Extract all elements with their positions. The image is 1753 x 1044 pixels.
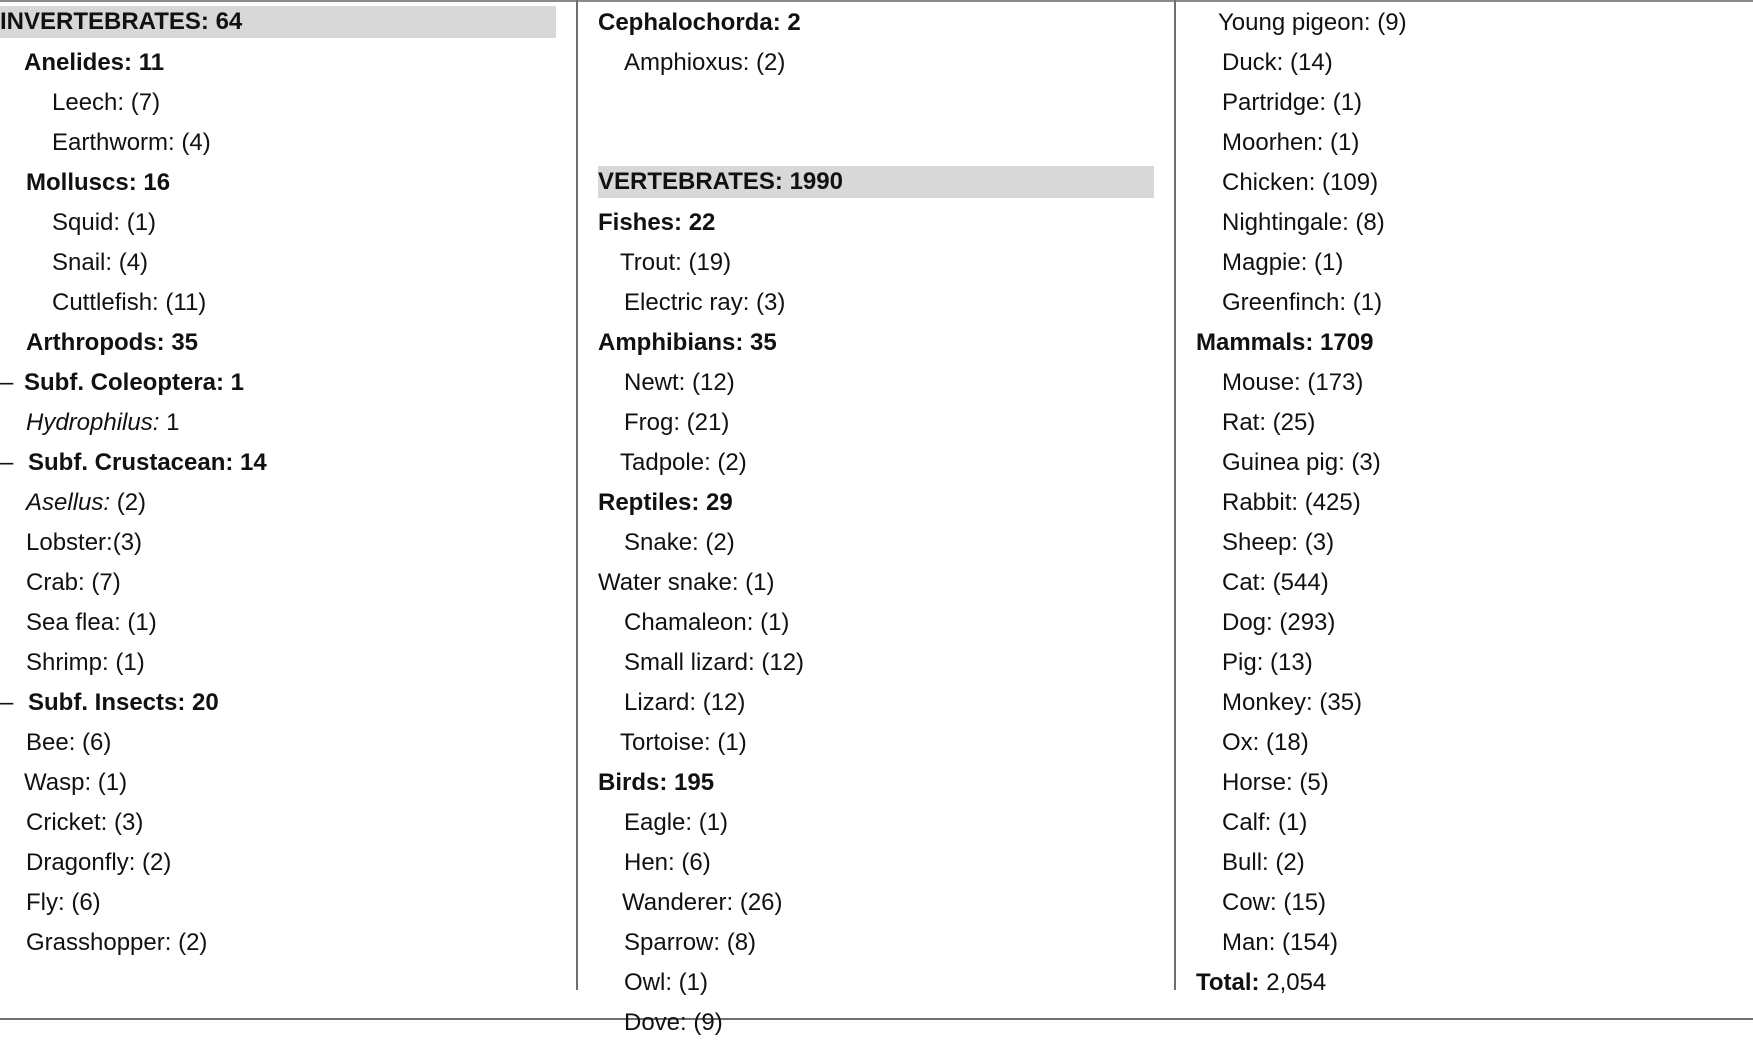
row-text: Young pigeon: (9) xyxy=(1218,9,1407,36)
row-text: Subf. Crustacean: 14 xyxy=(28,449,267,476)
list-item xyxy=(1196,2,1736,42)
list-item xyxy=(598,682,1154,722)
list-item xyxy=(0,82,556,122)
list-item xyxy=(1196,722,1736,762)
row-text: VERTEBRATES: 1990 xyxy=(598,168,843,195)
list-item xyxy=(598,962,1154,1002)
total-row xyxy=(1196,962,1736,1002)
group-heading xyxy=(0,322,556,362)
spacer xyxy=(598,82,1154,162)
row-text: Bull: (2) xyxy=(1222,849,1305,876)
list-item xyxy=(1196,42,1736,82)
list-item xyxy=(598,242,1154,282)
row-text: Sheep: (3) xyxy=(1222,529,1335,556)
row-text: Duck: (14) xyxy=(1222,49,1333,76)
list-item xyxy=(0,882,556,922)
row-text: Cuttlefish: (11) xyxy=(52,289,207,316)
row-text: Chamaleon: (1) xyxy=(624,609,790,636)
row-text: Bee: (6) xyxy=(26,729,112,756)
row-text: Sea flea: (1) xyxy=(26,609,157,636)
row-text: Shrimp: (1) xyxy=(26,649,145,676)
row-text: INVERTEBRATES: 64 xyxy=(0,8,243,35)
list-item xyxy=(598,1002,1154,1042)
column-invertebrates xyxy=(0,2,556,962)
list-item xyxy=(0,922,556,962)
row-text: Reptiles: 29 xyxy=(598,489,733,516)
list-item xyxy=(0,242,556,282)
row-text: Mouse: (173) xyxy=(1222,369,1364,396)
list-item xyxy=(598,642,1154,682)
row-text: Rabbit: (425) xyxy=(1222,489,1361,516)
list-item xyxy=(598,402,1154,442)
section-heading xyxy=(598,166,1154,198)
list-item xyxy=(0,402,556,442)
list-item xyxy=(1196,562,1736,602)
list-item xyxy=(598,602,1154,642)
row-text: Mammals: 1709 xyxy=(1196,329,1374,356)
row-text: Rat: (25) xyxy=(1222,409,1316,436)
row-text: Molluscs: 16 xyxy=(26,169,171,196)
dash-marker: – xyxy=(0,689,14,716)
list-item xyxy=(0,122,556,162)
row-text: Arthropods: 35 xyxy=(26,329,199,356)
list-item xyxy=(0,282,556,322)
list-item xyxy=(1196,882,1736,922)
list-item xyxy=(0,762,556,802)
list-item xyxy=(1196,482,1736,522)
taxon-name: Asellus: xyxy=(26,489,111,516)
row-text: Pig: (13) xyxy=(1222,649,1313,676)
list-item xyxy=(1196,802,1736,842)
row-text: Lizard: (12) xyxy=(624,689,746,716)
row-text: Grasshopper: (2) xyxy=(26,929,208,956)
list-item xyxy=(0,602,556,642)
column-vertebrates xyxy=(598,2,1154,1042)
row-text: Wanderer: (26) xyxy=(622,889,783,916)
row-text: Moorhen: (1) xyxy=(1222,129,1360,156)
row-text: Leech: (7) xyxy=(52,89,161,116)
row-text: Man: (154) xyxy=(1222,929,1339,956)
column-birds-mammals xyxy=(1196,2,1736,1002)
dash-marker: – xyxy=(0,369,14,396)
row-text: Earthworm: (4) xyxy=(52,129,211,156)
list-item xyxy=(1196,522,1736,562)
list-item xyxy=(0,562,556,602)
group-heading xyxy=(0,42,556,82)
total-label: Total: xyxy=(1196,969,1260,996)
group-heading xyxy=(1196,322,1736,362)
row-text: Calf: (1) xyxy=(1222,809,1308,836)
row-text: Crab: (7) xyxy=(26,569,121,596)
section-heading xyxy=(0,6,556,38)
row-text: Eagle: (1) xyxy=(624,809,729,836)
row-text: Amphioxus: (2) xyxy=(624,49,786,76)
list-item xyxy=(598,922,1154,962)
list-item xyxy=(1196,922,1736,962)
row-text: Electric ray: (3) xyxy=(624,289,786,316)
list-item xyxy=(598,522,1154,562)
row-text: Dove: (9) xyxy=(624,1009,723,1036)
list-item xyxy=(598,282,1154,322)
row-text: (2) xyxy=(110,489,147,516)
list-item xyxy=(1196,402,1736,442)
row-text: Dog: (293) xyxy=(1222,609,1336,636)
list-item xyxy=(0,202,556,242)
row-text: Monkey: (35) xyxy=(1222,689,1363,716)
row-text: Tadpole: (2) xyxy=(620,449,747,476)
row-text: Ox: (18) xyxy=(1222,729,1309,756)
row-text: Dragonfly: (2) xyxy=(26,849,172,876)
list-item xyxy=(1196,162,1736,202)
row-text: Small lizard: (12) xyxy=(624,649,805,676)
group-heading xyxy=(598,2,1154,42)
column-divider-2 xyxy=(1174,0,1176,990)
group-heading xyxy=(0,162,556,202)
row-text: Greenfinch: (1) xyxy=(1222,289,1383,316)
list-item xyxy=(598,362,1154,402)
list-item xyxy=(0,482,556,522)
row-text: Newt: (12) xyxy=(624,369,735,396)
list-item xyxy=(1196,642,1736,682)
row-text: Cow: (15) xyxy=(1222,889,1327,916)
row-text: Cat: (544) xyxy=(1222,569,1329,596)
row-text: Cephalochorda: 2 xyxy=(598,9,801,36)
row-text: Anelides: 11 xyxy=(24,49,165,76)
row-text: Horse: (5) xyxy=(1222,769,1329,796)
row-text: Hen: (6) xyxy=(624,849,711,876)
group-heading xyxy=(598,762,1154,802)
row-text: Sparrow: (8) xyxy=(624,929,757,956)
list-item xyxy=(0,802,556,842)
list-item xyxy=(598,42,1154,82)
column-divider-1 xyxy=(576,0,578,990)
list-item xyxy=(1196,602,1736,642)
row-text: Snake: (2) xyxy=(624,529,735,556)
row-text: Tortoise: (1) xyxy=(620,729,747,756)
list-item xyxy=(598,562,1154,602)
list-item xyxy=(1196,242,1736,282)
row-text: Subf. Coleoptera: 1 xyxy=(24,369,245,396)
list-item xyxy=(1196,282,1736,322)
row-text: Partridge: (1) xyxy=(1222,89,1363,116)
list-item xyxy=(1196,682,1736,722)
row-text: Lobster:(3) xyxy=(26,529,143,556)
row-text: Owl: (1) xyxy=(624,969,708,996)
list-item xyxy=(598,882,1154,922)
list-item xyxy=(1196,362,1736,402)
row-text: Cricket: (3) xyxy=(26,809,144,836)
list-item xyxy=(598,802,1154,842)
row-text: Birds: 195 xyxy=(598,769,715,796)
row-text: 2,054 xyxy=(1259,969,1327,996)
list-item xyxy=(1196,202,1736,242)
group-heading xyxy=(0,442,556,482)
list-item xyxy=(1196,842,1736,882)
row-text: Snail: (4) xyxy=(52,249,149,276)
list-item xyxy=(0,642,556,682)
row-text: Water snake: (1) xyxy=(598,569,775,596)
list-item xyxy=(598,442,1154,482)
list-item xyxy=(1196,82,1736,122)
taxon-name: Hydrophilus: xyxy=(26,409,160,436)
list-item xyxy=(0,522,556,562)
list-item xyxy=(0,842,556,882)
row-text: Guinea pig: (3) xyxy=(1222,449,1381,476)
row-text: Subf. Insects: 20 xyxy=(28,689,219,716)
list-item xyxy=(1196,762,1736,802)
list-item xyxy=(0,722,556,762)
row-text: Fly: (6) xyxy=(26,889,101,916)
row-text: 1 xyxy=(159,409,180,436)
row-text: Magpie: (1) xyxy=(1222,249,1344,276)
row-text: Nightingale: (8) xyxy=(1222,209,1385,236)
group-heading xyxy=(598,322,1154,362)
row-text: Chicken: (109) xyxy=(1222,169,1379,196)
row-text: Trout: (19) xyxy=(620,249,732,276)
list-item xyxy=(1196,122,1736,162)
row-text: Amphibians: 35 xyxy=(598,329,777,356)
row-text: Squid: (1) xyxy=(52,209,157,236)
row-text: Wasp: (1) xyxy=(24,769,128,796)
group-heading xyxy=(598,202,1154,242)
list-item xyxy=(1196,442,1736,482)
dash-marker: – xyxy=(0,449,14,476)
row-text: Frog: (21) xyxy=(624,409,730,436)
list-item xyxy=(598,722,1154,762)
group-heading xyxy=(0,682,556,722)
group-heading xyxy=(598,482,1154,522)
group-heading xyxy=(0,362,556,402)
row-text: Fishes: 22 xyxy=(598,209,716,236)
list-item xyxy=(598,842,1154,882)
